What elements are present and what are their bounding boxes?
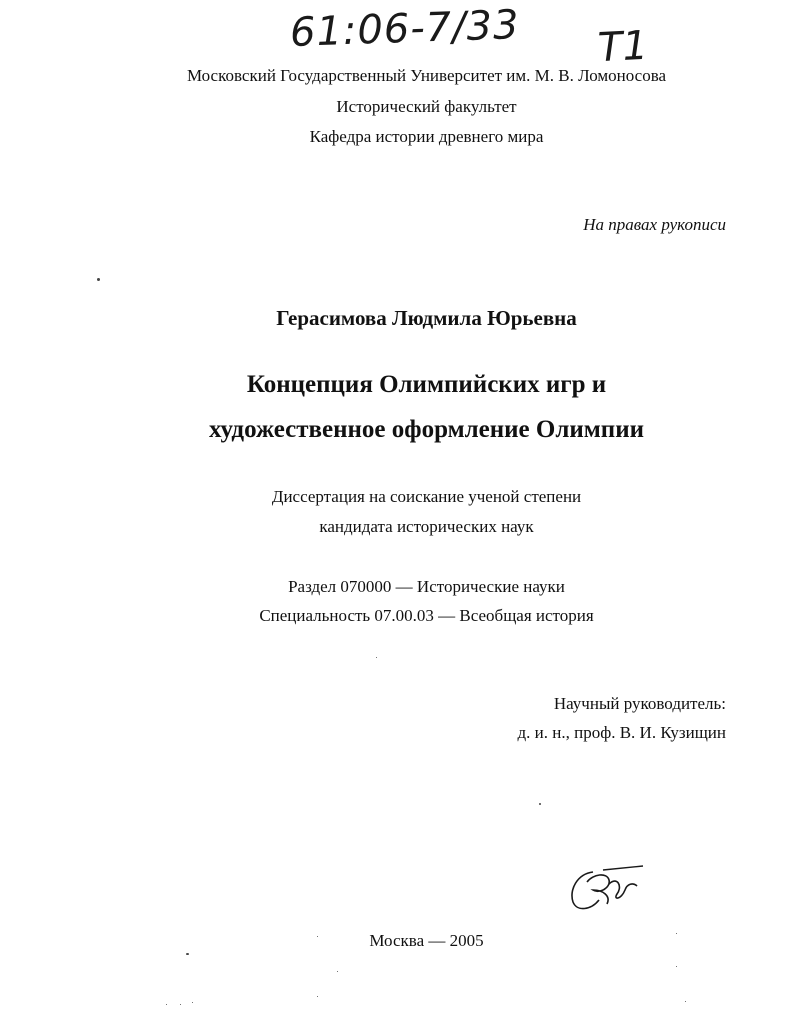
scan-dot (97, 278, 100, 281)
dissertation-title-line2: художественное оформление Олимпии (208, 416, 645, 443)
rights-note: На правах рукописи (583, 215, 726, 234)
scan-speck (317, 996, 318, 997)
faculty-name: Исторический факультет (336, 97, 517, 116)
handwritten-archive-number: 61:06-7/33 (289, 2, 521, 56)
scan-speck (180, 1004, 181, 1005)
dissertation-title-line1: Концепция Олимпийских игр и (246, 371, 607, 398)
specialty-code: Специальность 07.00.03 — Всеобщая история (259, 606, 594, 625)
supervisor-label: Научный руководитель: (553, 694, 726, 713)
scan-speck (539, 803, 541, 805)
handwritten-mark: T1 (596, 22, 650, 72)
scan-speck (676, 966, 677, 967)
degree-line2: кандидата исторических наук (319, 517, 534, 536)
scan-speck (186, 953, 189, 955)
section-code: Раздел 070000 — Исторические науки (288, 577, 565, 596)
signature-icon (563, 860, 649, 916)
scan-speck (192, 1002, 193, 1003)
department-name: Кафедра истории древнего мира (309, 127, 544, 146)
author-name: Герасимова Людмила Юрьевна (276, 306, 577, 330)
university-name: Московский Государственный Университет им. М. В. Ломоносова (186, 66, 667, 85)
scan-speck (337, 971, 338, 972)
scan-speck (676, 933, 677, 934)
city-year: Москва — 2005 (369, 931, 484, 950)
supervisor-name: д. и. н., проф. В. И. Кузищин (517, 723, 726, 742)
degree-line1: Диссертация на соискание ученой степени (271, 487, 582, 506)
scan-speck (166, 1004, 167, 1005)
scan-speck (376, 657, 377, 658)
scan-speck (685, 1001, 686, 1002)
scan-speck (317, 936, 318, 937)
